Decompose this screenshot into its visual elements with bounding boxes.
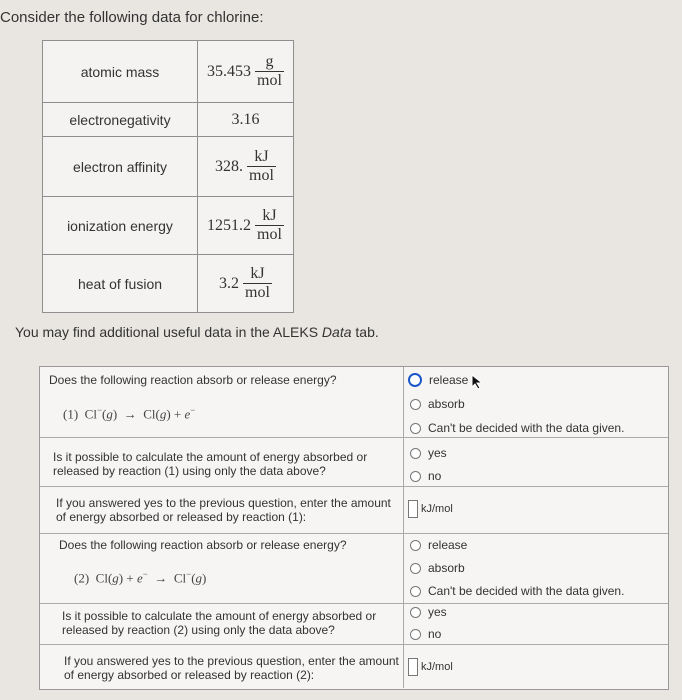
energy-input[interactable] [408,658,418,676]
radio-button[interactable] [410,448,421,459]
property-name: electronegativity [43,103,198,137]
table-row [43,137,294,197]
table-row [43,197,294,255]
question-row-5 [40,604,668,645]
radio-cant-decide[interactable]: Can't be decided with the data given. [410,584,624,598]
radio-release[interactable]: release [410,538,467,552]
property-name: atomic mass [43,41,198,103]
question-row-4 [40,534,668,604]
question-text: Does the following reaction absorb or release energy? [49,373,337,387]
unit-label: kJ/mol [421,503,453,515]
table-row [43,255,294,313]
property-value: 3.2 $\frac{kJ}{\text{mol}}$ [198,255,294,313]
radio-yes[interactable]: yes [410,446,447,460]
radio-button[interactable] [410,399,421,410]
radio-absorb[interactable]: absorb [410,561,465,575]
question-row-3 [40,487,668,534]
table-row [43,103,294,137]
property-value: 328. $\frac{kJ}{\text{mol}}$ [198,137,294,197]
radio-cant-decide[interactable]: Can't be decided with the data given. [410,421,624,435]
property-name: ionization energy [43,197,198,255]
radio-button[interactable] [408,373,422,387]
radio-button[interactable] [410,586,421,597]
question-panel [39,366,669,690]
question-text: Does the following reaction absorb or release energy? [59,538,347,552]
energy-entry [408,500,453,518]
radio-button[interactable] [410,471,421,482]
property-value: 35.453 $\frac{g}{\text{mol}}$ [198,41,294,103]
radio-button[interactable] [410,629,421,640]
radio-button[interactable] [410,563,421,574]
mouse-cursor-icon [471,374,485,390]
unit-label: kJ/mol [421,661,453,673]
radio-button[interactable] [410,540,421,551]
reaction-2: (2) Cl(g) + e− → Cl−(g) [74,569,207,586]
chlorine-data-table [42,40,294,313]
property-name: heat of fusion [43,255,198,313]
question-text: Is it possible to calculate the amount of energy absorbed or released by reaction (2) using only the data above? [62,609,377,637]
question-text: If you answered yes to the previous question, enter the amount of energy absorbed or released by reaction (1): [56,496,391,524]
energy-entry [408,658,453,676]
radio-yes[interactable]: yes [410,605,447,619]
intro-text: Consider the following data for chlorine: [0,9,264,26]
radio-no[interactable]: no [410,627,441,641]
table-row [43,41,294,103]
question-row-2 [40,438,668,487]
radio-absorb[interactable]: absorb [410,397,465,411]
property-value: 3.16 [198,103,294,137]
aleks-data-note: You may find additional useful data in the ALEKS Data tab. [15,324,379,340]
question-text: If you answered yes to the previous question, enter the amount of energy absorbed or released by reaction (2): [64,654,399,682]
radio-button[interactable] [410,423,421,434]
question-row-6 [40,645,668,688]
radio-release[interactable]: release [410,373,468,387]
question-text: Is it possible to calculate the amount of energy absorbed or released by reaction (1) using only the data above? [53,450,368,478]
energy-input[interactable] [408,500,418,518]
property-value: 1251.2 $\frac{kJ}{\text{mol}}$ [198,197,294,255]
question-row-1 [40,367,668,438]
reaction-1: (1) Cl−(g) → Cl(g) + e− [63,405,196,422]
radio-no[interactable]: no [410,469,441,483]
property-name: electron affinity [43,137,198,197]
radio-button[interactable] [410,607,421,618]
